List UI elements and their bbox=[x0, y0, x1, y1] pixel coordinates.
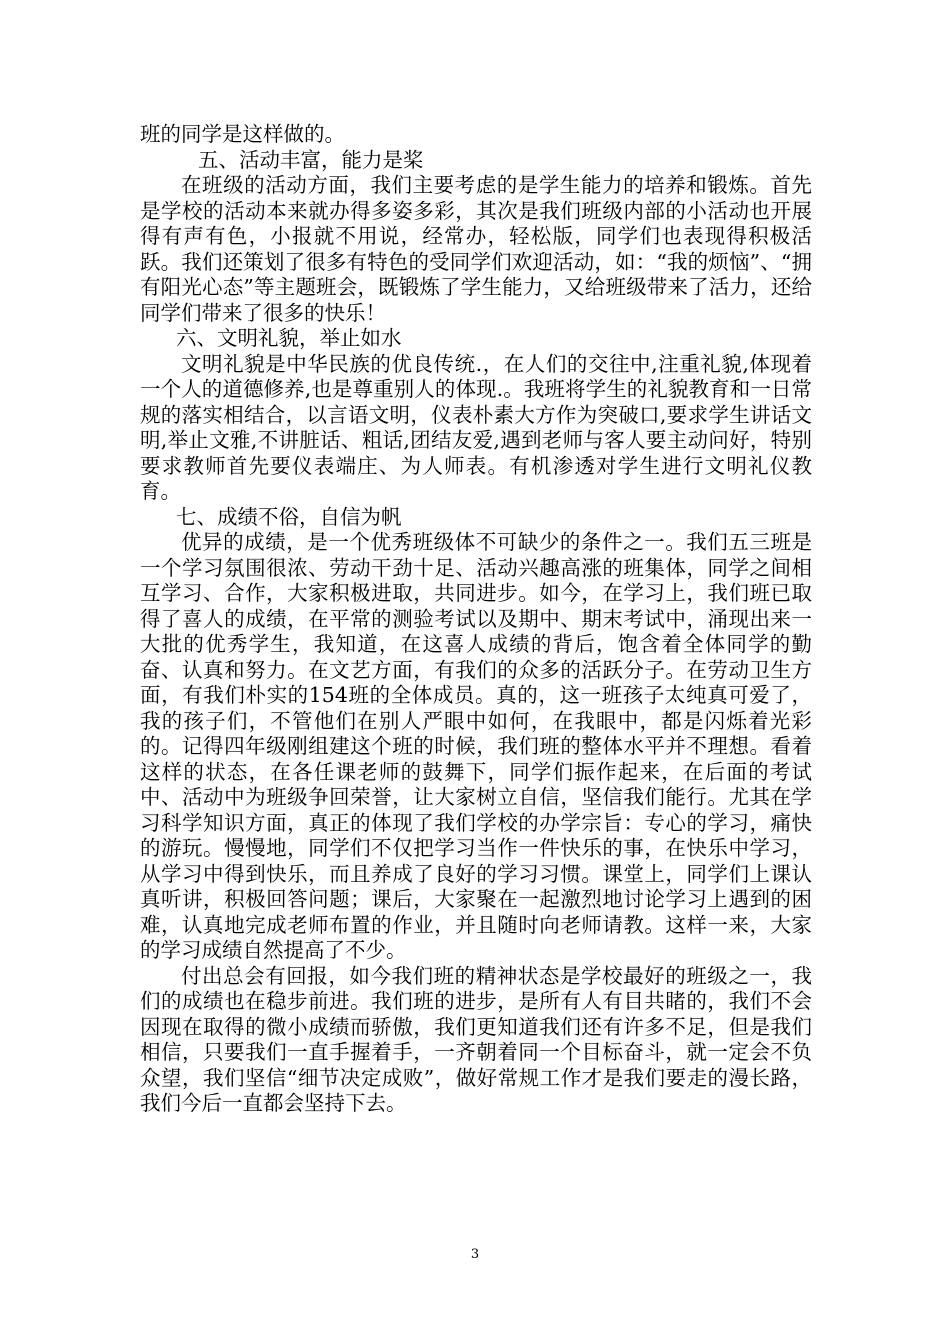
paragraph-activities: 在班级的活动方面，我们主要考虑的是学生能力的培养和锻炼。首先是学校的活动本来就办得多姿多彩，其次是我们班级内部的小活动也开展得有声有色，小报就不用说，经常办，轻松版，同学们也表现得积极活跃。我们还策划了很多有特色的受同学们欢迎活动，如：“我的烦恼”、“拥有阳光心态”等主题班会，既锻炼了学生能力，又给班级带来了活力，还给同学们带来了很多的快乐！ bbox=[140, 173, 812, 325]
section-heading-7: 七、成绩不俗，自信为帆 bbox=[176, 504, 402, 529]
page-number: 3 bbox=[470, 1247, 480, 1262]
paragraph-courtesy: 文明礼貌是中华民族的优良传统.，在人们的交往中,注重礼貌,体现着一个人的道德修养,也是尊重别人的体现.。我班将学生的礼貌教育和一日常规的落实相结合，以言语文明，仪表朴素大方作为突破口,要求学生讲话文明,举止文雅,不讲脏话、粗话,团结友爱,遇到老师与客人要主动问好，特别要求教师首先要仪表端庄、为人师表。有机渗透对学生进行文明礼仪教育。 bbox=[140, 351, 812, 503]
section-heading-5: 五、活动丰富，能力是桨 bbox=[198, 147, 424, 172]
section-heading-6: 六、文明礼貌，举止如水 bbox=[176, 326, 402, 350]
paragraph-achievements: 优异的成绩，是一个优秀班级体不可缺少的条件之一。我们五三班是一个学习氛围很浓、劳动干劲十足、活动兴趣高涨的班集体，同学之间相互学习、合作，大家积极进取，共同进步。如今，在学习上，我们班已取得了喜人的成绩，在平常的测验考试以及期中、期末考试中，涌现出来一大批的优秀学生，我知道，在这喜人成绩的背后，饱含着全体同学的勤奋、认真和努力。在文艺方面，有我们的众多的活跃分子。在劳动卫生方面，有我们朴实的154班的全体成员。真的，这一班孩子太纯真可爱了，我的孩子们，不管他们在别人严眼中如何，在我眼中，都是闪烁着光彩的。记得四年级刚组建这个班的时候，我们班的整体水平并不理想。看着这样的状态，在各任课老师的鼓舞下，同学们振作起来，在后面的考试中、活动中为班级争回荣誉，让大家树立自信，坚信我们能行。尤其在学习科学知识方面，真正的体现了我们学校的办学宗旨：专心的学习，痛快的游玩。慢慢地，同学们不仅把学习当作一件快乐的事，在快乐中学习，从学习中得到快乐，而且养成了良好的学习习惯。课堂上，同学们上课认真听讲，积极回答问题；课后，大家聚在一起激烈地讨论学习上遇到的困难，认真地完成老师布置的作业，并且随时向老师请教。这样一来，大家的学习成绩自然提高了不少。 bbox=[140, 530, 812, 962]
paragraph-conclusion: 付出总会有回报，如今我们班的精神状态是学校最好的班级之一，我们的成绩也在稳步前进。我们班的进步，是所有人有目共睹的，我们不会因现在取得的微小成绩而骄傲，我们更知道我们还有许多不足，但是我们相信，只要我们一直手握着手，一齐朝着同一个目标奋斗，就一定会不负众望，我们坚信“细节决定成败”，做好常规工作才是我们要走的漫长路，我们今后一直都会坚持下去。 bbox=[140, 963, 812, 1115]
paragraph-continuation: 班的同学是这样做的。 bbox=[140, 122, 345, 146]
document-body bbox=[140, 122, 812, 1117]
